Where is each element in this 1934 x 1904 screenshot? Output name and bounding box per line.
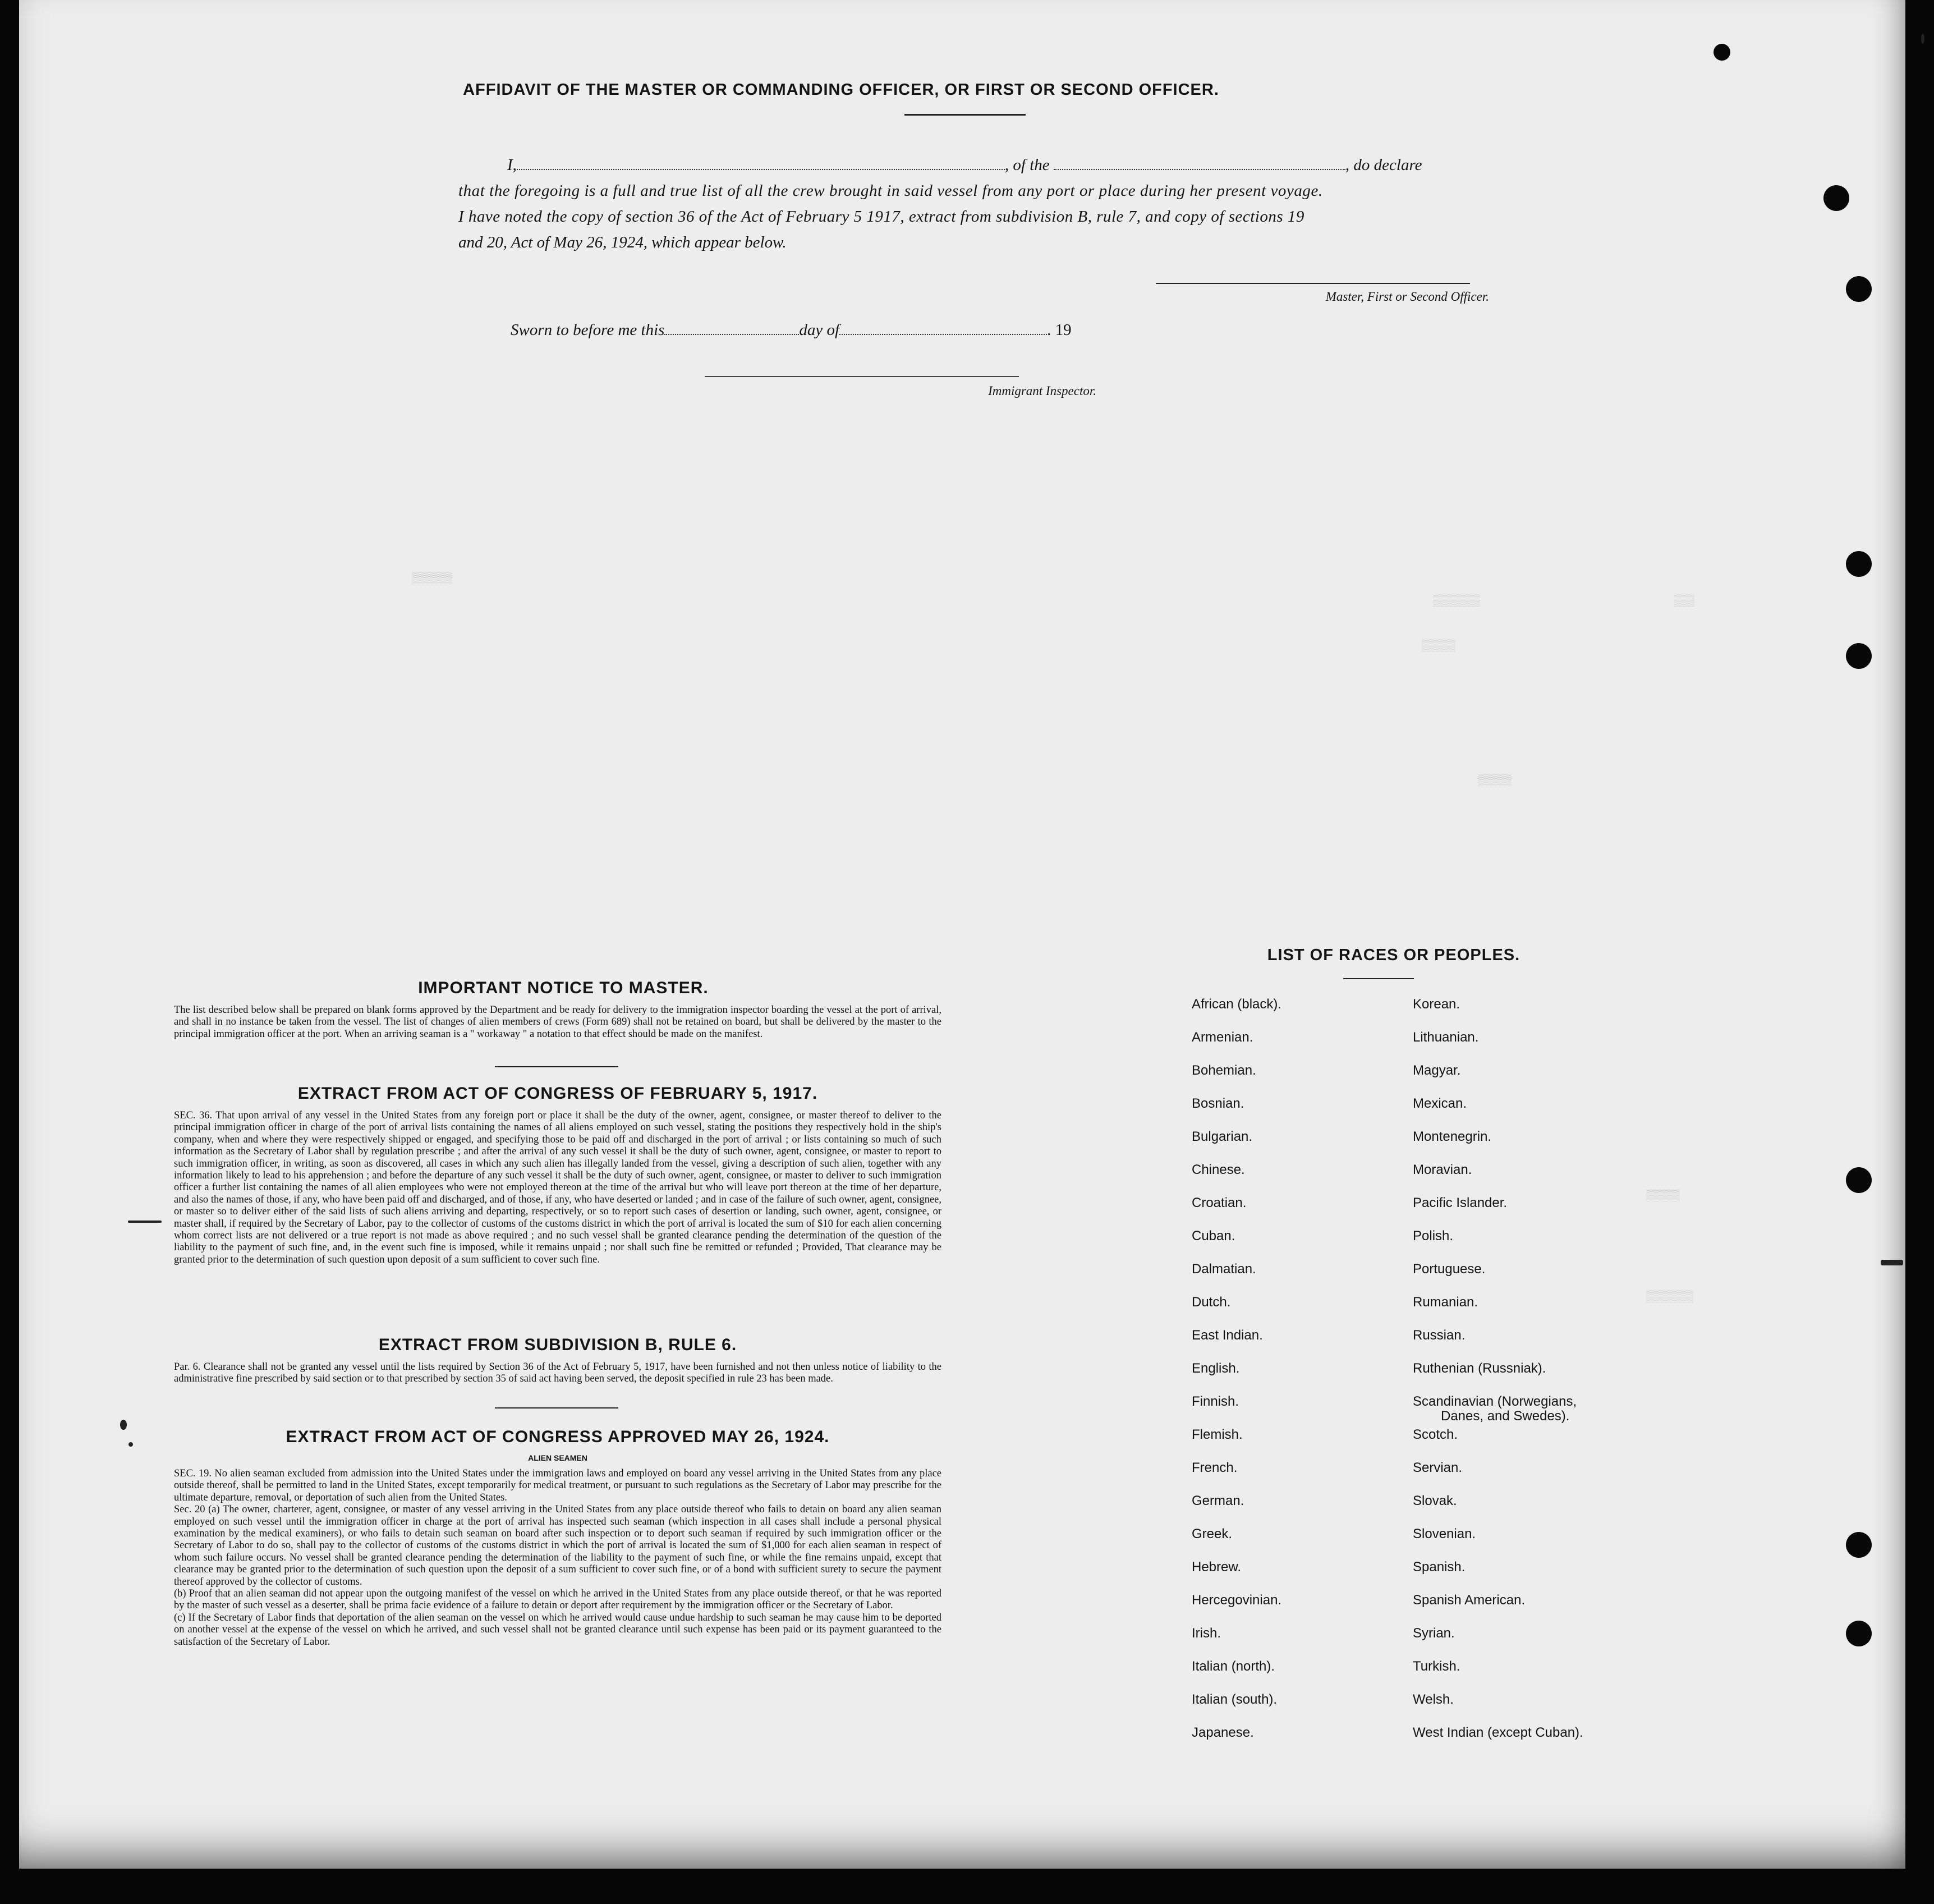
affidavit-of-the-label: , of the <box>1004 156 1050 174</box>
bleed-through-text: ▒▒▒▒▒ <box>1422 640 1456 653</box>
sworn-prefix-label: Sworn to before me this <box>511 321 665 339</box>
extract-1924-subtitle: ALIEN SEAMEN <box>528 1453 587 1462</box>
bleed-through-text: ▒▒▒▒▒▒▒ <box>1433 595 1481 608</box>
race-item: Bosnian. <box>1192 1096 1244 1111</box>
title-underline <box>904 114 1026 116</box>
bleed-through-text: ▒▒▒▒▒ <box>1646 1190 1680 1203</box>
extract-1917-body: SEC. 36. That upon arrival of any vessel in the United States from any foreign port or place it shall be the duty of the owner, agent, consignee, or master thereof to deliver to the principal immigration officer in charge of the port of arrival lists containing the names of all aliens employed on such vessel, stating the positions they respectively hold in the ship's company, when and where they were respectively shipped or engaged, and specifying those to be paid off and discharged in the port of arrival ; or lists containing so much of such information as the Secretary of Labor shall by regulation prescribe ; and after the arrival of any such vessel it shall be the duty of such owner, agent, consignee, or master to report to such immigration officer, in writing, as soon as discovered, all cases in which any such alien has illegally landed from the vessel, giving a description of such alien, together with any information likely to lead to his apprehension ; and before the departure of any such vessel it shall be the duty of such owner, agent, consignee, or master to deliver to such immigration officer a further list containing the names of all alien employees who were not employed thereon at the time of the arrival but who will leave port thereon at the time of her departure, and also the names of those, if any, who have been paid off and discharged, and of those, if any, who have deserted or landed ; and in case of the failure of such owner, agent, consignee, or master so to deliver either of the said lists of such aliens arriving and departing, respectively, or so to report such cases of desertion or landing, such owner, agent, consignee, or master shall, if required by the Secretary of Labor, pay to the collector of customs of the customs district in which the port of arrival is located the sum of $10 for each alien concerning whom correct lists are not delivered or a true report is not made as above required ; and no such vessel shall be granted clearance pending the determination of the question of the liability to the payment of such fine, and, in the event such fine is imposed, while it remains unpaid ; nor shall such fine be remitted or refunded ; Provided, That clearance may be granted prior to the determination of such question upon deposit of a sum sufficient to cover such fine. <box>174 1110 941 1265</box>
ink-speck <box>128 1442 133 1447</box>
document-sheet <box>19 0 1905 1869</box>
binder-hole <box>1823 185 1849 211</box>
race-item: English. <box>1192 1361 1240 1376</box>
sworn-day-field[interactable] <box>664 334 799 335</box>
binder-hole <box>1846 1621 1872 1646</box>
extract-1924-body <box>174 1468 941 1648</box>
race-item: West Indian (except Cuban). <box>1413 1725 1583 1740</box>
race-item: Chinese. <box>1192 1162 1245 1177</box>
race-item: Russian. <box>1413 1328 1466 1343</box>
notice-divider <box>495 1066 618 1067</box>
bleed-through-text: ▒▒▒▒▒▒ <box>412 572 453 585</box>
affidavit-line-1 <box>507 156 1517 175</box>
races-title: LIST OF RACES OR PEOPLES. <box>1267 946 1520 964</box>
race-item: French. <box>1192 1460 1238 1475</box>
race-item: Spanish. <box>1413 1559 1466 1575</box>
binder-hole <box>1846 643 1872 669</box>
binder-hole <box>1846 551 1872 577</box>
inspector-signature-line[interactable] <box>705 376 1019 377</box>
race-item: Irish. <box>1192 1626 1221 1641</box>
races-title-underline <box>1343 978 1414 979</box>
bleed-through-text: ▒▒▒▒▒▒▒ <box>1646 1291 1694 1304</box>
sec-19-text: SEC. 19. No alien seaman excluded from admission into the United States under the immigration laws and employed on board any vessel arriving in the United States from any place outside thereof, shall be permitted to land in the United States, except temporarily for medical treatment, or pursuant to such regulations as the Secretary of Labor may prescribe for the ultimate departure, removal, or deportation of such alien from the United States. <box>174 1468 941 1503</box>
race-item: Portuguese. <box>1413 1261 1486 1277</box>
race-item: Bohemian. <box>1192 1063 1256 1078</box>
races-list-left <box>1192 997 1382 1749</box>
affidavit-line-2: that the foregoing is a full and true list of all the crew brought in said vessel from any port or place during her present voyage. <box>458 182 1323 200</box>
binder-hole <box>1846 1532 1872 1558</box>
race-item: Japanese. <box>1192 1725 1254 1740</box>
races-list-right <box>1413 997 1648 1749</box>
race-item: Croatian. <box>1192 1195 1247 1210</box>
declarant-name-field[interactable] <box>517 169 1005 170</box>
inspector-label: Immigrant Inspector. <box>988 384 1096 398</box>
race-item: Scotch. <box>1413 1427 1458 1442</box>
affidavit-line-4: and 20, Act of May 26, 1924, which appear below. <box>458 233 787 251</box>
sworn-day-of-label: day of <box>799 321 840 339</box>
ink-speck <box>1921 34 1924 44</box>
race-item: Scandinavian (Norwegians, <box>1413 1394 1577 1409</box>
race-item: Slovenian. <box>1413 1526 1476 1541</box>
race-item: Danes, and Swedes). <box>1441 1408 1570 1424</box>
notice-title: IMPORTANT NOTICE TO MASTER. <box>418 979 709 997</box>
race-item: Montenegrin. <box>1413 1129 1492 1144</box>
affidavit-i-label: I, <box>507 156 517 174</box>
race-item: Syrian. <box>1413 1626 1455 1641</box>
ink-speck <box>128 1221 162 1223</box>
race-item: Flemish. <box>1192 1427 1243 1442</box>
sworn-month-field[interactable] <box>839 334 1047 335</box>
extract-1917-title: EXTRACT FROM ACT OF CONGRESS OF FEBRUARY 5, 1917. <box>297 1084 818 1103</box>
ink-speck <box>120 1420 127 1430</box>
race-item: Dalmatian. <box>1192 1261 1256 1277</box>
bleed-through-text: ▒▒▒▒▒ <box>1478 774 1512 787</box>
race-item: Pacific Islander. <box>1413 1195 1508 1210</box>
race-item: Magyar. <box>1413 1063 1461 1078</box>
race-item: Hercegovinian. <box>1192 1593 1282 1608</box>
ink-speck <box>1881 1260 1903 1265</box>
bleed-through-text: ▒▒▒ <box>1674 595 1695 608</box>
race-item: Spanish American. <box>1413 1593 1526 1608</box>
notice-body: The list described below shall be prepared on blank forms approved by the Department and be ready for delivery to the immigration inspector boarding the vessel at the port of arrival, and shall in no instance be taken from the vessel. The list of changes of alien members of crews (Form 689) shall not be retained on board, but shall be delivered by the master to the principal immigration officer at the port. When an arriving seaman is a " workaway " a notation to that effect should be made on the manifest. <box>174 1004 941 1040</box>
affidavit-declare-label: , do declare <box>1345 156 1422 174</box>
race-item: African (black). <box>1192 997 1282 1012</box>
race-item: Mexican. <box>1413 1096 1467 1111</box>
affidavit-line-3: I have noted the copy of section 36 of the Act of February 5 1917, extract from subdivision B, rule 7, and copy of sections 19 <box>458 208 1304 226</box>
race-item: Ruthenian (Russniak). <box>1413 1361 1546 1376</box>
binder-hole <box>1846 276 1872 302</box>
signature-line[interactable] <box>1156 283 1470 284</box>
race-item: Italian (north). <box>1192 1659 1275 1674</box>
sec-20c-text: (c) If the Secretary of Labor finds that deportation of the alien seaman on the vessel on which he arrived would cause undue hardship to such seaman he may cause him to be deported on another vessel at the expense of the vessel on which he arrived, and such vessel shall not be granted clearance until such expense has been paid or its payment guaranteed to the satisfaction of the Secretary of Labor. <box>174 1612 941 1648</box>
race-item: Servian. <box>1413 1460 1463 1475</box>
sworn-line <box>511 321 1128 339</box>
race-item: Turkish. <box>1413 1659 1460 1674</box>
race-item: East Indian. <box>1192 1328 1263 1343</box>
sworn-year-label: . 19 <box>1047 321 1072 339</box>
sec-20b-text: (b) Proof that an alien seaman did not appear upon the outgoing manifest of the vessel on which he arrived in the United States from any place outside thereof, or that he was reported by the master of such vessel as a deserter, shall be prima facie evidence of a failure to detain or deport after requirement by the immigration officer or the Secretary of Labor. <box>174 1588 941 1612</box>
race-item: Finnish. <box>1192 1394 1239 1409</box>
race-item: Italian (south). <box>1192 1692 1278 1707</box>
extract-rule6-body: Par. 6. Clearance shall not be granted any vessel until the lists required by Section 36 of the Act of February 5, 1917, have been furnished and not then unless notice of liability to the administrative fine prescribed by said section or to that prescribed by section 35 of said act having been served, the deposit specified in rule 23 has been made. <box>174 1361 941 1385</box>
race-item: Dutch. <box>1192 1295 1231 1310</box>
race-item: Bulgarian. <box>1192 1129 1253 1144</box>
race-item: German. <box>1192 1493 1244 1508</box>
race-item: Korean. <box>1413 997 1460 1012</box>
sec-20a-text: Sec. 20 (a) The owner, charterer, agent, consignee, or master of any vessel arriving in the United States from any place outside thereof who fails to detain on board any alien seaman employed on such vessel until the immigration officer in charge at the port of arrival has inspected such seaman (which inspection in all cases shall include a personal physical examination by the medical examiners), or who fails to detain such seaman on board after such inspection or to deport such seaman if required by such immigration officer or the Secretary of Labor to do so, shall pay to the collector of customs of the customs district in which the port of arrival is located the sum of $1,000 for each alien seaman in respect of whom such failure occurs. No vessel shall be granted clearance pending the determination of the liability to the payment of such fine, or while the fine remains unpaid, except that clearance may be granted prior to the determination of such question upon the deposit of a sum sufficient to cover such fine, or of a bond with sufficient surety to secure the payment thereof approved by the collector of customs. <box>174 1504 941 1588</box>
race-item: Armenian. <box>1192 1030 1253 1045</box>
extract-rule6-title: EXTRACT FROM SUBDIVISION B, RULE 6. <box>378 1336 737 1354</box>
race-item: Polish. <box>1413 1228 1454 1244</box>
affidavit-title: AFFIDAVIT OF THE MASTER OR COMMANDING OFFICER, OR FIRST OR SECOND OFFICER. <box>463 81 1219 99</box>
race-item: Lithuanian. <box>1413 1030 1479 1045</box>
signature-label: Master, First or Second Officer. <box>1325 290 1489 304</box>
binder-hole <box>1846 1167 1872 1193</box>
race-item: Hebrew. <box>1192 1559 1242 1575</box>
race-item: Welsh. <box>1413 1692 1454 1707</box>
race-item: Moravian. <box>1413 1162 1472 1177</box>
rule6-divider <box>495 1407 618 1408</box>
binder-hole <box>1714 44 1730 61</box>
race-item: Slovak. <box>1413 1493 1457 1508</box>
race-item: Greek. <box>1192 1526 1233 1541</box>
vessel-name-field[interactable] <box>1054 169 1345 170</box>
race-item: Cuban. <box>1192 1228 1235 1244</box>
race-item: Rumanian. <box>1413 1295 1478 1310</box>
extract-1924-title: EXTRACT FROM ACT OF CONGRESS APPROVED MAY 26, 1924. <box>286 1428 830 1446</box>
